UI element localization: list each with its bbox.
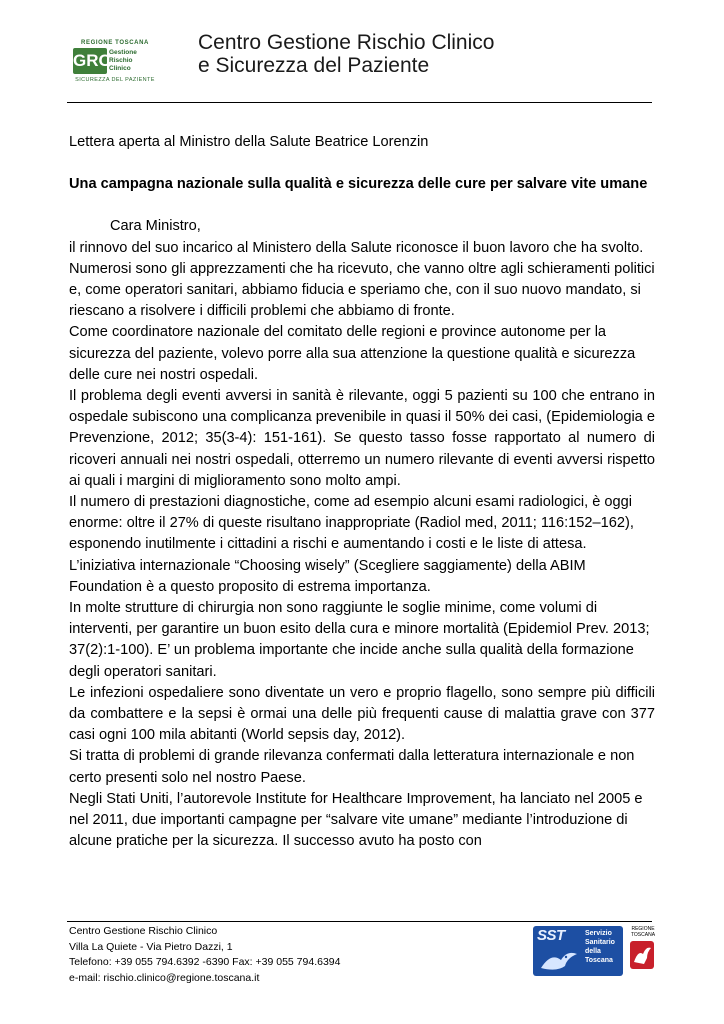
sst-letters: SST [537, 927, 565, 944]
sst-line: Sanitario [585, 939, 615, 946]
sst-text [585, 929, 615, 965]
footer-contact [69, 924, 340, 986]
paragraph: Il problema degli eventi avversi in sanità è rilevante, oggi 5 pazienti su 100 che entrano in ospedale subiscono una complicanza prevenibile in quasi il 50% dei casi, (Epidemiologia e Prevenzione, 2012; 35(3-4): 151-161). Se questo tasso fosse rapportato al numero di ricoveri annuali nei nostri ospedali, otterremo un numero rilevante di eventi avversi rispetto ai quali i margini di miglioramento sono molto ampi. [69, 388, 655, 489]
footer-phone: Telefono: +39 055 794.6392 -6390 Fax: +39 055 794.6394 [69, 956, 341, 968]
logo-line: Clinico [109, 65, 131, 72]
title-line-2: e Sicurezza del Paziente [198, 54, 430, 77]
paragraph: Come coordinatore nazionale del comitato delle regioni e province autonome per la sicurezza del paziente, volevo porre alla sua attenzione la questione qualità e sicurezza delle cure nei nostri ospedali. [69, 324, 636, 383]
pegasus-emblem-icon [629, 940, 655, 970]
letterhead [67, 30, 652, 102]
sst-region-text: REGIONE TOSCANA [630, 926, 656, 938]
letterhead-title [198, 31, 494, 77]
footer-name: Centro Gestione Rischio Clinico [69, 925, 218, 937]
sst-logo-box [533, 926, 623, 976]
logo-line: Gestione [109, 49, 137, 56]
logo-region-text: REGIONE TOSCANA [81, 40, 149, 46]
sst-line: Servizio [585, 930, 612, 937]
paragraph: Le infezioni ospedaliere sono diventate un vero e proprio flagello, sono sempre più difficili da combattere e la sepsi è ormai una delle più frequenti cause di malattia grave con 377 casi ogni 100 mila abitanti (World sepsis day, 2012). [69, 684, 655, 744]
letter-addressee: Lettera aperta al Ministro della Salute Beatrice Lorenzin [69, 134, 429, 150]
logo-line: Rischio [109, 57, 133, 64]
logo-tagline: SICUREZZA DEL PAZIENTE [75, 77, 155, 83]
grc-logo [73, 40, 157, 86]
paragraph: Il numero di prestazioni diagnostiche, come ad esempio alcuni esami radiologici, è oggi enorme: oltre il 27% di queste risultano inappropriate (Radiol med, 2011; 116:152–162), esponendo inutilmente i cittadini a rischi e aumentando i costi e le liste di attesa. L’iniziativa internazionale “Choosing wisely” (Scegliere saggiamente) della ABIM Foundation è a questo proposito di estrema importanza. [69, 494, 634, 595]
paragraph: Negli Stati Uniti, l’autorevole Institute for Healthcare Improvement, ha lanciato nel 2005 e nel 2011, due importanti campagne per “salvare vite umane” mediante l’introduzione di alcune pratiche per la sicurezza. Il successo avuto ha posto con [69, 790, 643, 850]
paragraph: il rinnovo del suo incarico al Ministero della Salute riconosce il buon lavoro che ha svolto. Numerosi sono gli apprezzamenti che ha ricevuto, che vanno oltre agli schieramenti politici e, come operatori sanitari, abbiamo fiducia e speriamo che, con il suo nuovo mandato, si riescano a risolvere i difficili problemi che abbiamo di fronte. [69, 239, 655, 320]
sst-line: della [585, 948, 601, 955]
sst-logo [533, 926, 657, 976]
paragraph: Si tratta di problemi di grande rilevanza confermati dalla letteratura internazionale e non certo presenti solo nel nostro Paese. [69, 748, 635, 786]
footer-email: e-mail: rischio.clinico@regione.toscana.it [69, 971, 260, 984]
footer-divider [67, 921, 652, 922]
footer-address: Villa La Quiete - Via Pietro Dazzi, 1 [69, 940, 233, 953]
letter-salutation: Cara Ministro, [110, 218, 201, 235]
header-divider [67, 102, 652, 103]
bird-icon [539, 946, 579, 974]
title-line-1: Centro Gestione Rischio Clinico [198, 31, 495, 54]
letter-subject: Una campagna nazionale sulla qualità e sicurezza delle cure per salvare vite umane [69, 176, 648, 193]
letter-body [69, 132, 655, 853]
sst-line: Toscana [585, 957, 613, 964]
paragraph: In molte strutture di chirurgia non sono raggiunte le soglie minime, come volumi di interventi, per garantire un buon esito della cura e minore mortalità (Epidemiol Prev. 2013; 37(2):1-100). E’ un problema importante che incide anche sulla qualità della formazione degli operatori sanitari. [69, 600, 650, 680]
logo-acronym: GRC [73, 48, 107, 74]
